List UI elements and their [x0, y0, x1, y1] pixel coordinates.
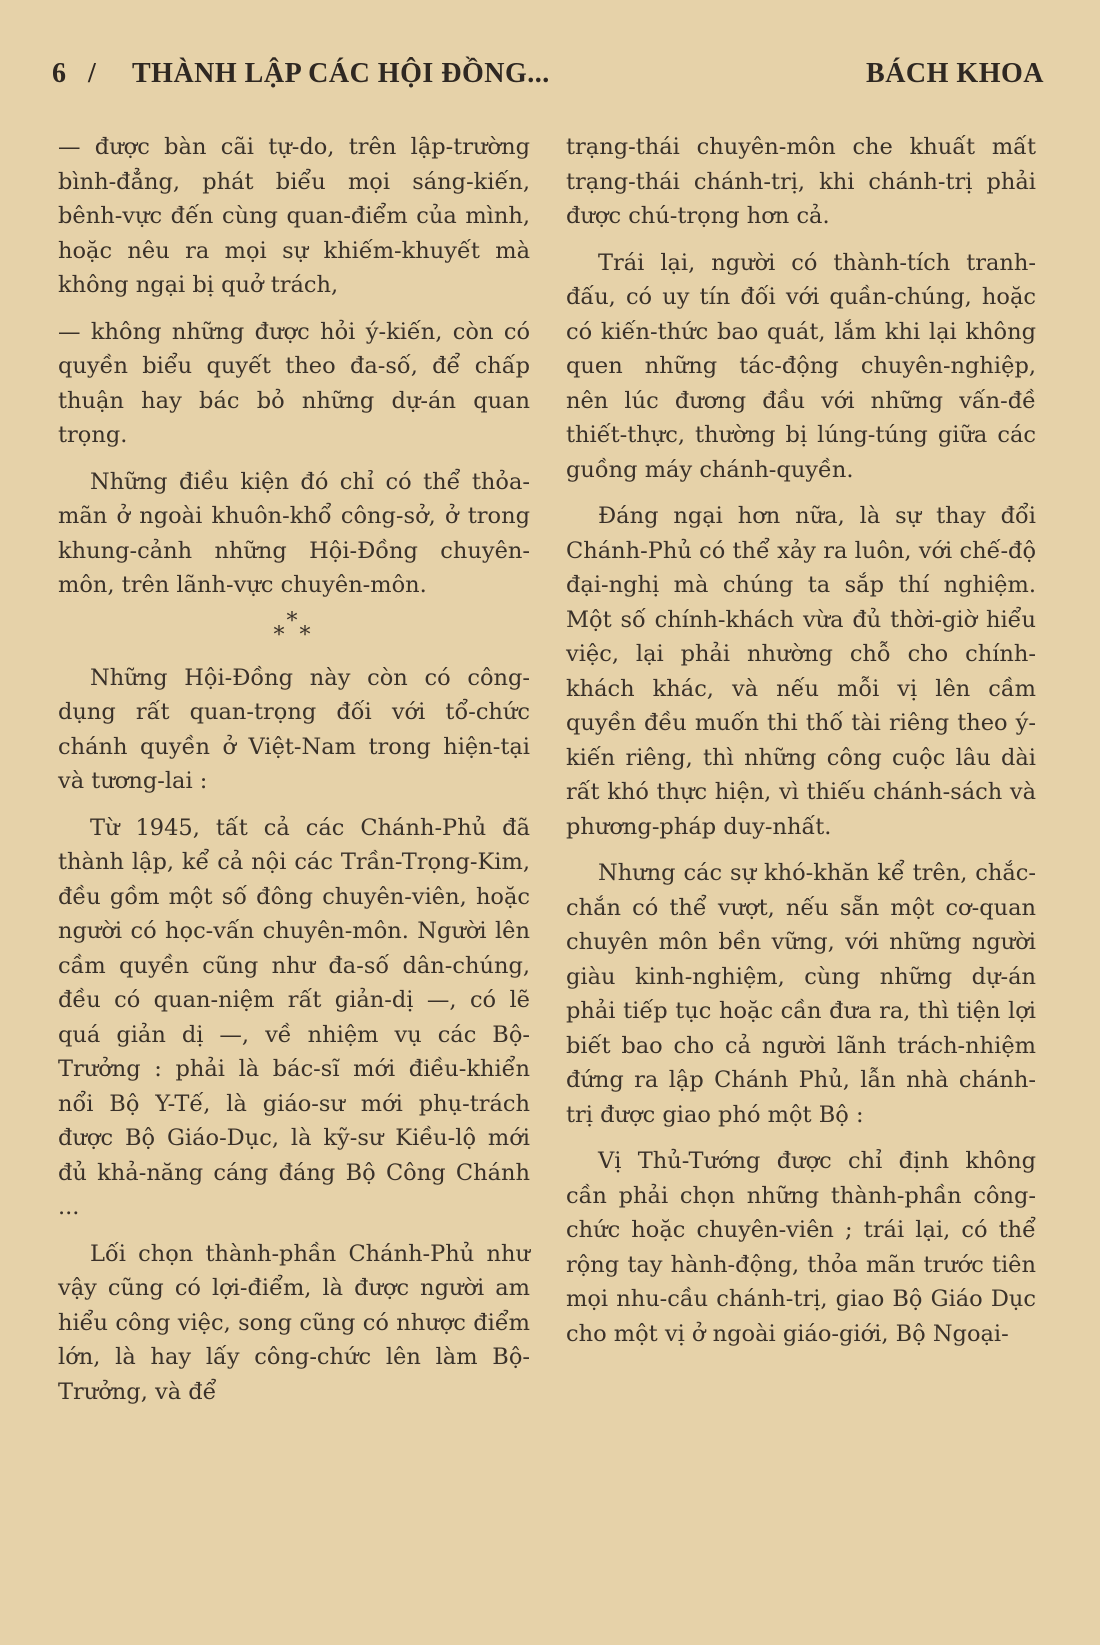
magazine-name: BÁCH KHOA	[866, 58, 1044, 89]
header-separator: /	[88, 58, 97, 89]
paragraph: Những Hội-Đồng này còn có công-dụng rất quan-trọng đối với tổ-chức chánh quyền ở Việt-Nam trong hiện-tại và tương-lai :	[58, 664, 530, 794]
paragraph: Nhưng các sự khó-khăn kể trên, chắc-chắn có thể vượt, nếu sẵn một cơ-quan chuyên môn bền vững, với những người giàu kinh-nghiệm, cùng những dự-án phải tiếp tục hoặc cần đưa ra, thì tiện lợi biết bao cho cả người lãnh trách-nhiệm đứng ra lập Chánh Phủ, lẫn nhà chánh-trị được giao phó một Bộ :	[566, 860, 1036, 1128]
page-number: 6	[52, 58, 67, 89]
article-title: THÀNH LẬP CÁC HỘI ĐỒNG...	[132, 58, 550, 89]
paragraph: trạng-thái chuyên-môn che khuất mất trạng-thái chánh-trị, khi chánh-trị phải được chú-trọng hơn cả.	[566, 134, 1036, 229]
paragraph: Những điều kiện đó chỉ có thể thỏa-mãn ở ngoài khuôn-khổ công-sở, ở trong khung-cảnh những Hội-Đồng chuyên-môn, trên lãnh-vực chuyên-môn.	[58, 468, 530, 598]
left-column	[58, 130, 530, 1421]
paragraph: Trái lại, người có thành-tích tranh-đấu, có uy tín đối với quần-chúng, hoặc có kiến-thức bao quát, lắm khi lại không quen những tác-động chuyên-nghiệp, nên lúc đương đầu với những vấn-đề thiết-thực, thường bị lúng-túng giữa các guồng máy chánh-quyền.	[566, 249, 1036, 483]
page-header	[52, 58, 1044, 102]
paragraph: — không những được hỏi ý-kiến, còn có quyền biểu quyết theo đa-số, để chấp thuận hay bác bỏ những dự-án quan trọng.	[58, 318, 530, 448]
paragraph: Vị Thủ-Tướng được chỉ định không cần phải chọn những thành-phần công-chức hoặc chuyên-viên ; trái lại, có thể rộng tay hành-động, thỏa mãn trước tiên mọi nhu-cầu chánh-trị, giao Bộ Giáo Dục cho một vị ở ngoài giáo-giới, Bộ Ngoại-	[566, 1148, 1036, 1347]
section-divider: * * *	[273, 608, 315, 648]
paragraph: Từ 1945, tất cả các Chánh-Phủ đã thành lập, kể cả nội các Trần-Trọng-Kim, đều gồm một số đông chuyên-viên, hoặc người có học-vấn chuyên-môn. Người lên cầm quyền cũng như đa-số dân-chúng, đều có quan-niệm rất giản-dị —, có lẽ quá giản dị —, về nhiệm vụ các Bộ-Trưởng : phải là bác-sĩ mới điều-khiển nổi Bộ Y-Tế, là giáo-sư mới phụ-trách được Bộ Giáo-Dục, là kỹ-sư Kiều-lộ mới đủ khả-năng cáng đáng Bộ Công Chánh ...	[58, 814, 530, 1220]
paragraph: — được bàn cãi tự-do, trên lập-trường bình-đẳng, phát biểu mọi sáng-kiến, bênh-vực đến cùng quan-điểm của mình, hoặc nêu ra mọi sự khiếm-khuyết mà không ngại bị quở trách,	[58, 134, 530, 298]
right-column	[566, 130, 1036, 1363]
paragraph: Đáng ngại hơn nữa, là sự thay đổi Chánh-Phủ có thể xảy ra luôn, với chế-độ đại-nghị mà chúng ta sắp thí nghiệm. Một số chính-khách vừa đủ thời-giờ hiểu việc, lại phải nhường chỗ cho chính-khách khác, và nếu mỗi vị lên cầm quyền đều muốn thi thố tài riêng theo ý-kiến riêng, thì những công cuộc lâu dài rất khó thực hiện, vì thiếu chánh-sách và phương-pháp duy-nhất.	[566, 503, 1036, 840]
paragraph: Lối chọn thành-phần Chánh-Phủ như vậy cũng có lợi-điểm, là được người am hiểu công việc, song cũng có nhược điểm lớn, là hay lấy công-chức lên làm Bộ-Trưởng, và để	[58, 1240, 530, 1405]
